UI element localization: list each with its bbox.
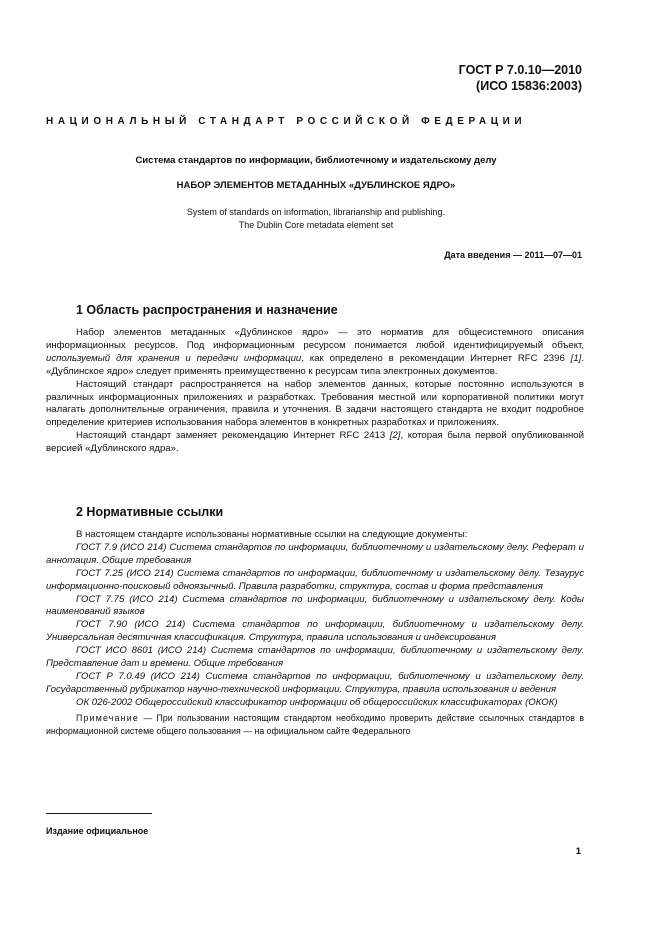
section-2-heading: 2 Нормативные ссылки <box>76 505 224 519</box>
official-edition-label: Издание официальное <box>46 826 149 836</box>
note-text: — При пользовании настоящим стандартом необходимо проверить действие ссылочных стандартов в информационной системе общего пользования — на официальном сайте Федерального <box>46 712 584 736</box>
paragraph: В настоящем стандарте использованы нормативные ссылки на следующие документы: <box>76 529 468 540</box>
standard-number: ГОСТ Р 7.0.10—2010 <box>458 63 582 77</box>
note-label: Примечание <box>76 712 139 723</box>
normative-reference: ГОСТ 7.25 (ИСО 214) Система стандартов по информации, библиотечному и издательскому делу. Тезаурус информационно-поисковый одноязычный. Правила разработки, структура, состав и форма представления <box>46 567 584 592</box>
normative-reference: ГОСТ 7.90 (ИСО 214) Система стандартов по информации, библиотечному и издательскому делу. Универсальная десятичная классификация. Структура, правила использования и индексирования <box>46 619 584 644</box>
bibliography-reference: [1] <box>570 352 582 364</box>
section-2-body <box>46 529 584 738</box>
paragraph: Настоящий стандарт распространяется на набор элементов данных, которые постоянно используются в различных информационных приложениях и разработках. Требования местной или корпоративной политики могут налагать дополнительные ограничения, правила и уточнения. В задачи настоящего стандарта не входит подробное определение критериев использования набора элементов в конкретных разработках и приложениях. <box>46 378 584 429</box>
section-1-body <box>46 327 584 456</box>
normative-reference: ОК 026-2002 Общероссийский классификатор информации об общероссийских классификаторах (ОКОК) <box>76 696 558 708</box>
normative-reference: ГОСТ Р 7.0.49 (ИСО 214) Система стандартов по информации, библиотечному и издательскому делу. Государственный рубрикатор научно-технической информации. Структура, правила использования и ведения <box>46 670 584 695</box>
english-title <box>46 206 586 231</box>
normative-reference: ГОСТ ИСО 8601 (ИСО 214) Система стандартов по информации, библиотечному и издательскому делу. Представление дат и времени. Общие требования <box>46 645 584 670</box>
normative-reference: ГОСТ 7.75 (ИСО 214) Система стандартов по информации, библиотечному и издательскому делу. Коды наименований языков <box>46 593 584 618</box>
paragraph: Настоящий стандарт заменяет рекомендацию Интернет RFC 2413 [2], которая была первой опубликованной версией «Дублинского ядра». <box>46 430 584 455</box>
english-title-line1: System of standards on information, librarianship and publishing. <box>186 207 446 217</box>
english-title-line2: The Dublin Core metadata element set <box>238 219 394 230</box>
note <box>46 712 584 739</box>
section-1-heading: 1 Область распространения и назначение <box>76 303 338 317</box>
paragraph: Набор элементов метаданных «Дублинское ядро» — это норматив для общесистемного описания информационных ресурсов. Под информационным ресурсом понимается любой идентифицируемый объект, используемый для хранения и передачи информации, как определено в рекомендации Интернет RFC 2396 [1]. «Дублинское ядро» следует применять преимущественно к ресурсам типа электронных документов. <box>46 327 584 377</box>
bibliography-reference: [2] <box>389 430 401 442</box>
national-standard-banner: НАЦИОНАЛЬНЫЙ СТАНДАРТ РОССИЙСКОЙ ФЕДЕРАЦИИ <box>46 116 527 127</box>
standards-system-title: Система стандартов по информации, библиотечному и издательскому делу <box>135 155 497 166</box>
standard-code <box>459 62 582 94</box>
page-number: 1 <box>575 846 581 857</box>
document-title: НАБОР ЭЛЕМЕНТОВ МЕТАДАННЫХ «ДУБЛИНСКОЕ ЯДРО» <box>176 180 456 191</box>
normative-reference: ГОСТ 7.9 (ИСО 214) Система стандартов по информации, библиотечному и издательскому делу. Реферат и аннотация. Общие требования <box>46 541 584 566</box>
introduction-date: Дата введения — 2011—07—01 <box>444 250 582 260</box>
iso-equivalent: (ИСО 15836:2003) <box>476 79 582 93</box>
footer-divider <box>46 813 152 814</box>
